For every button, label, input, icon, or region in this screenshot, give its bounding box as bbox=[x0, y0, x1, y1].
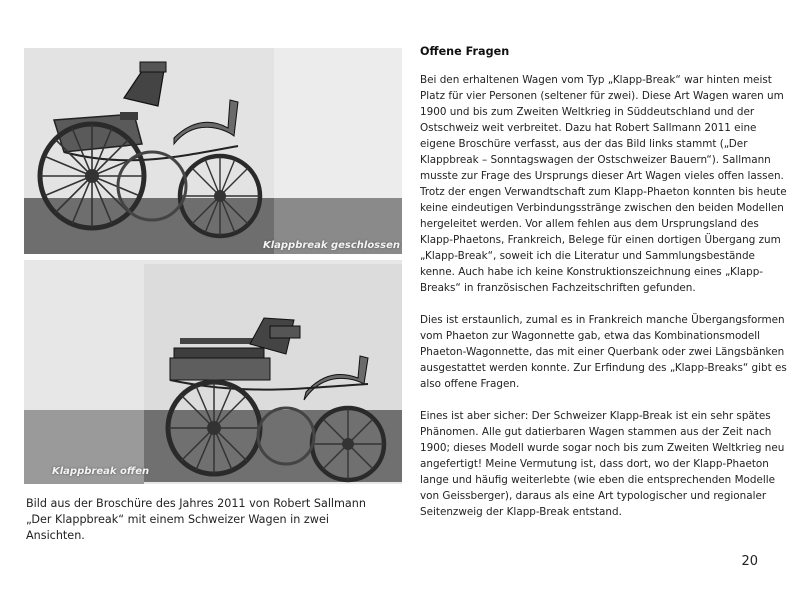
paragraph-1: Bei den erhaltenen Wagen vom Typ „Klapp-Break“ war hinten meist Platz für vier Personen (seltener für zwei). Diese Art Wagen waren um 1900 und bis zum Zweiten Weltkrieg in Süddeutschland und der Ostschweiz weit verbreitet. Dazu hat Robert Sallmann 2011 eine eigene Broschüre verfasst, aus der das Bild links stammt („Der Klappbreak – Sonntagswagen der Ostschweizer Bauern“). Sallmann musste zur Frage des Ursprungs dieser Art Wagen vieles offen lassen. Trotz der engen Verwandtschaft zum Klapp-Phaeton konnten bis heute keine eindeutigen Verbindungsstränge zwischen den beiden Modellen hergeleitet werden. Vor allem fehlen aus dem Ursprungsland des Klapp-Phaetons, Frankreich, Belege für einen dortigen Übergang zum „Klapp-Break“, soweit ich die Literatur und Sammlungsbestände kenne. Auch habe ich keine Konstruktionszeichnung eines „Klapp-Breaks“ in französischen Fachzeitschriften gefunden. bbox=[420, 74, 787, 294]
section-heading: Offene Fragen bbox=[420, 45, 510, 58]
photo-klappbreak-closed bbox=[24, 48, 402, 254]
carriage-open-image bbox=[24, 260, 402, 484]
photo-label-open: Klappbreak offen bbox=[52, 466, 150, 477]
page-number: 20 bbox=[741, 554, 758, 569]
figure-panel bbox=[24, 48, 402, 484]
paragraph-2: Dies ist erstaunlich, zumal es in Frankreich manche Übergangsformen vom Phaeton zur Wagonnette gab, etwa das Kombinationsmodell Phaeton-Wagonnette, das mit einer Querbank oder zwei Längsbänken ausgestattet werden konnte. Zur Erfindung des „Klapp-Breaks“ gibt es also offene Fragen. bbox=[420, 314, 787, 390]
paragraph-3: Eines ist aber sicher: Der Schweizer Klapp-Break ist ein sehr spätes Phänomen. Alle gut datierbaren Wagen stammen aus der Zeit nach 1900; dieses Modell wurde sogar noch bis zum Zweiten Weltkrieg neu angefertigt! Meine Vermutung ist, dass dort, wo der Klapp-Phaeton lange und häufig weiterlebte (wie eben die entsprechenden Modelle von Geissberger), daraus als eine Art typologischer und regionaler Seitenzweig der Klapp-Break entstand. bbox=[420, 410, 785, 518]
figure-caption: Bild aus der Broschüre des Jahres 2011 von Robert Sallmann „Der Klappbreak“ mit einem Schweizer Wagen in zwei Ansichten. bbox=[26, 497, 366, 542]
photo-klappbreak-open bbox=[24, 260, 402, 484]
carriage-closed-image bbox=[24, 48, 402, 254]
photo-label-closed: Klappbreak geschlossen bbox=[262, 240, 400, 251]
article-column bbox=[420, 44, 788, 536]
